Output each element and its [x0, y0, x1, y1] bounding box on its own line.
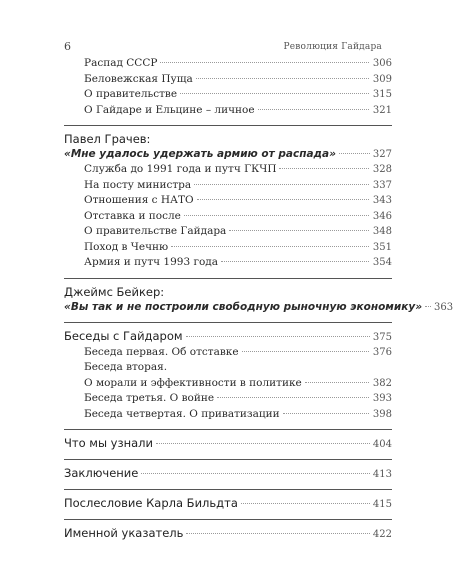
section-author: Павел Грачев: [64, 132, 151, 146]
section-divider [64, 459, 392, 460]
toc-item[interactable]: Отставка и после 346 [84, 209, 392, 225]
dot-leader [279, 168, 369, 169]
toc-item[interactable]: Беседа четвертая. О приватизации 398 [84, 407, 392, 423]
toc-page: 346 [372, 210, 392, 222]
section-quote-row[interactable] [64, 147, 392, 162]
section-quote: «Вы так и не построили свободную рыночную экономику» [64, 300, 423, 313]
toc-item[interactable]: Армия и путч 1993 года 354 [84, 255, 392, 271]
dot-leader [242, 351, 369, 352]
toc-page: 348 [372, 226, 392, 237]
dot-leader [156, 443, 370, 444]
toc-page: 315 [372, 89, 392, 100]
dot-leader [171, 246, 369, 247]
section-divider [64, 429, 392, 430]
dot-leader [141, 473, 370, 474]
dot-leader [194, 184, 369, 185]
toc-page: 309 [372, 73, 392, 85]
section-divider [64, 519, 392, 520]
toc-page: 321 [372, 104, 392, 116]
section-divider [64, 278, 392, 279]
toc-page: 413 [372, 469, 392, 480]
dot-leader [425, 306, 431, 307]
dot-leader [305, 382, 369, 383]
dot-leader [221, 261, 369, 262]
section-title: Заключение [64, 466, 139, 480]
toc-item[interactable]: Поход в Чечню 351 [84, 240, 392, 256]
toc-continued-items [64, 56, 392, 118]
toc-item-label: Беседа вторая. [84, 361, 168, 373]
toc-page: 376 [372, 346, 392, 358]
toc-item[interactable]: Служба до 1991 года и путч ГКЧП 328 [84, 162, 392, 178]
toc-page: 327 [372, 149, 392, 160]
table-of-contents [64, 56, 453, 542]
toc-item[interactable]: Распад СССР 306 [84, 56, 392, 72]
section-quote: «Мне удалось удержать армию от распада» [64, 148, 336, 160]
toc-item[interactable]: Отношения с НАТО 343 [84, 193, 392, 209]
toc-page: 415 [372, 499, 392, 510]
section-author: Джеймс Бейкер: [64, 284, 165, 299]
toc-page: 354 [372, 257, 392, 268]
dot-leader [180, 93, 369, 94]
toc-item[interactable]: Беседа первая. Об отставке 376 [84, 345, 392, 361]
dot-leader [184, 215, 369, 216]
toc-item[interactable]: Беседа третья. О войне 393 [84, 391, 392, 407]
toc-page: 404 [372, 439, 392, 450]
dot-leader [217, 397, 369, 398]
toc-page: 382 [372, 377, 392, 389]
section-divider [64, 489, 392, 490]
dot-leader [160, 62, 369, 63]
section-divider [64, 322, 392, 323]
toc-page: 393 [372, 393, 392, 404]
section-title: Что мы узнали [64, 436, 153, 450]
section-title: Послесловие Карла Бильдта [64, 496, 238, 510]
section-baker [64, 284, 453, 315]
section-title-row[interactable] [64, 526, 392, 542]
dot-leader [241, 503, 370, 504]
toc-item[interactable]: О правительстве Гайдара 348 [84, 224, 392, 240]
section-title: Именной указатель [64, 526, 184, 540]
section-divider [64, 125, 392, 126]
section-title-row[interactable] [64, 329, 392, 345]
section-talks [64, 329, 392, 423]
section-title-row[interactable] [64, 496, 392, 512]
toc-page: 398 [372, 408, 392, 420]
section-title: Беседы с Гайдаром [64, 328, 183, 343]
toc-item[interactable]: На посту министра 337 [84, 178, 392, 194]
dot-leader [186, 533, 369, 534]
dot-leader [339, 153, 370, 154]
dot-leader [197, 199, 369, 200]
toc-item[interactable]: О правительстве 315 [84, 87, 392, 103]
section-title-row[interactable] [64, 466, 392, 482]
section-quote-row[interactable] [64, 300, 453, 315]
running-title: Революция Гайдара [283, 42, 382, 52]
page-number: 6 [64, 40, 71, 53]
dot-leader [229, 230, 369, 231]
toc-page: 422 [372, 529, 392, 540]
dot-leader [283, 413, 369, 414]
toc-page: 328 [372, 164, 392, 175]
toc-item[interactable]: Беловежская Пуща 309 [84, 72, 392, 88]
toc-page: 363 [434, 301, 453, 313]
toc-page: 343 [372, 195, 392, 206]
dot-leader [186, 336, 370, 337]
toc-page: 306 [372, 58, 392, 69]
toc-page: 337 [372, 179, 392, 191]
dot-leader [196, 78, 369, 79]
dot-leader [258, 109, 369, 110]
toc-page: 351 [372, 241, 392, 253]
section-grachev [64, 132, 392, 271]
toc-page: 375 [372, 331, 392, 343]
toc-item[interactable]: О морали и эффективности в политике 382 [84, 376, 392, 392]
section-title-row[interactable] [64, 436, 392, 452]
toc-item[interactable]: О Гайдаре и Ельцине – личное 321 [84, 103, 392, 119]
